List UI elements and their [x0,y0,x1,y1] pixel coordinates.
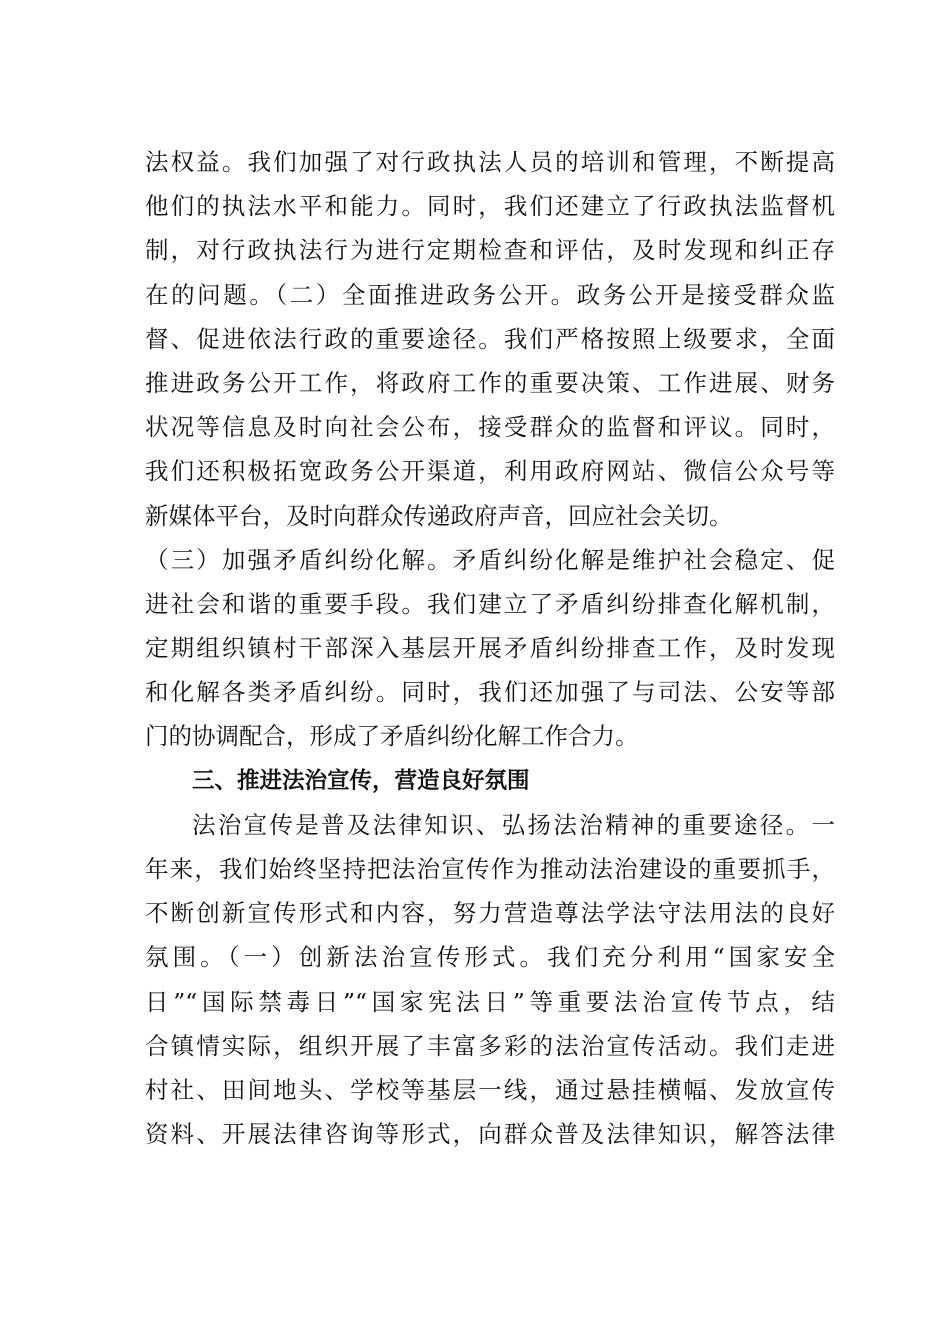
section-line: 法治宣传是普及法律知识、弘扬法治精神的重要途径。一 [192,810,835,839]
body-line: 进社会和谐的重要手段。我们建立了矛盾纠纷排查化解机制， [145,589,835,618]
body-line: 督、促进依法行政的重要途径。我们严格按照上级要求，全面 [145,324,835,353]
section-line: 村社、田间地头、学校等基层一线，通过悬挂横幅、发放宣传 [145,1075,835,1104]
body-line: 我们还积极拓宽政务公开渠道，利用政府网站、微信公众号等 [145,457,835,486]
section-line: 资料、开展法律咨询等形式，向群众普及法律知识，解答法律 [145,1120,835,1149]
document-body [145,140,835,1156]
section-line: 日”“国际禁毒日”“国家宪法日”等重要法治宣传节点，结 [145,987,835,1016]
body-line: 法权益。我们加强了对行政执法人员的培训和管理，不断提高 [145,148,835,176]
body-line: 新媒体平台，及时向群众传递政府声音，回应社会关切。 [145,501,733,530]
body-line: 定期组织镇村干部深入基层开展矛盾纠纷排查工作，及时发现 [145,634,835,663]
section-line: 不断创新宣传形式和内容，努力营造尊法学法守法用法的良好 [145,899,835,928]
body-line: 他们的执法水平和能力。同时，我们还建立了行政执法监督机 [145,192,835,221]
body-line: 制，对行政执法行为进行定期检查和评估，及时发现和纠正存 [145,236,835,265]
section-line: 合镇情实际，组织开展了丰富多彩的法治宣传活动。我们走进 [145,1031,835,1060]
body-line: （三）加强矛盾纠纷化解。矛盾纠纷化解是维护社会稳定、促 [145,545,835,574]
body-line: 门的协调配合，形成了矛盾纠纷化解工作合力。 [145,722,639,751]
body-line: 推进政务公开工作，将政府工作的重要决策、工作进展、财务 [145,368,835,397]
section-line: 氛围。（一）创新法治宣传形式。我们充分利用“国家安全 [145,943,835,972]
body-line: 在的问题。（二）全面推进政务公开。政务公开是接受群众监 [145,280,835,309]
body-line: 状况等信息及时向社会公布，接受群众的监督和评议。同时， [145,413,835,442]
section-line: 年来，我们始终坚持把法治宣传作为推动法治建设的重要抓手， [145,855,835,883]
body-line: 和化解各类矛盾纠纷。同时，我们还加强了与司法、公安等部 [145,678,835,707]
section-heading: 三、推进法治宣传，营造良好氛围 [192,767,530,794]
